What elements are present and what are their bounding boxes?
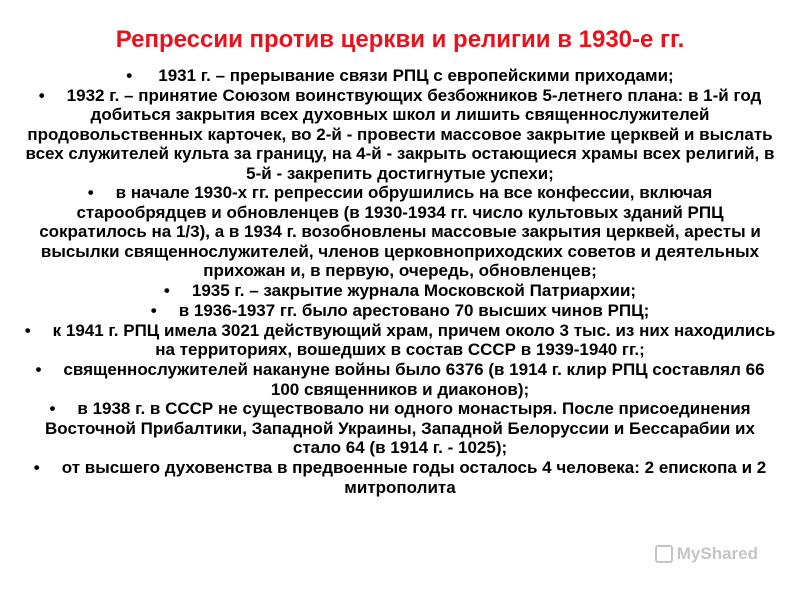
watermark-text: MyShared [676,544,758,563]
bullet-item [20,86,780,183]
bullet-dot: • [38,85,45,105]
bullet-item [20,301,780,320]
bullet-item [20,183,780,280]
bullet-text: к 1941 г. РПЦ имела 3021 действующий храм, причем около 3 тыс. из них находились на территориях, вошедших в состав СССР в 1939-1940 гг.; [52,320,776,360]
bullet-dot: • [126,66,133,85]
bullet-text: в 1938 г. в СССР не существовало ни одного монастыря. После присоединения Восточной Прибалтики, Западной Украины, Западной Белоруссии и Бессарабии их стало 64 (в 1914 г. - 1025); [45,399,755,458]
bullet-text: 1931 г. – прерывание связи РПЦ с европейскими приходами; [158,66,674,85]
bullet-text: 1935 г. – закрытие журнала Московской Патриархии; [191,280,637,300]
bullet-item [20,66,780,85]
slide-title: Репрессии против церкви и религии в 1930-е гг. [115,26,685,53]
bullet-text: от высшего духовенства в предвоенные годы осталось 4 человека: 2 епископа и 2 митрополита [61,458,767,497]
bullet-item [20,399,780,457]
bullet-item [20,360,780,399]
bullet-dot: • [33,458,40,478]
bullet-text: в 1936-1937 гг. было арестовано 70 высших чинов РПЦ; [178,300,650,320]
bullet-item [20,458,780,497]
watermark-logo-icon [655,545,673,563]
bullet-dot: • [87,183,94,203]
bullet-list [20,66,780,497]
bullet-text: священнослужителей накануне войны было 6376 (в 1914 г. клир РПЦ составлял 66 100 священников и диаконов); [63,360,765,399]
bullet-text: 1932 г. – принятие Союзом воинствующих безбожников 5-летнего плана: в 1-й год добиться закрытия всех духовных школ и лишить священнослужителей продовольственных карточек, во 2-й - провести массовое закрытие церквей и выслать всех служителей культа за границу, на 4-й - закрыть остающиеся храмы всех религий, в 5-й - закрепить достигнутые успехи; [25,85,775,183]
bullet-item [20,321,780,360]
bullet-item [20,281,780,300]
bullet-dot: • [49,399,56,419]
bullet-dot: • [35,360,42,380]
bullet-text: в начале 1930-х гг. репрессии обрушились на все конфессии, включая старообрядцев и обновленцев (в 1930-1934 гг. число культовых зданий РПЦ сократилось на 1/3), а в 1934 г. возобновлены массовые закрытия церквей, аресты и высылки священнослужителей, членов церковноприходских советов и деятельных прихожан и, в первую, очередь, обновленцев; [39,183,761,281]
watermark [655,544,758,564]
bullet-dot: • [163,280,170,300]
bullet-dot: • [24,320,31,340]
bullet-dot: • [150,300,157,320]
